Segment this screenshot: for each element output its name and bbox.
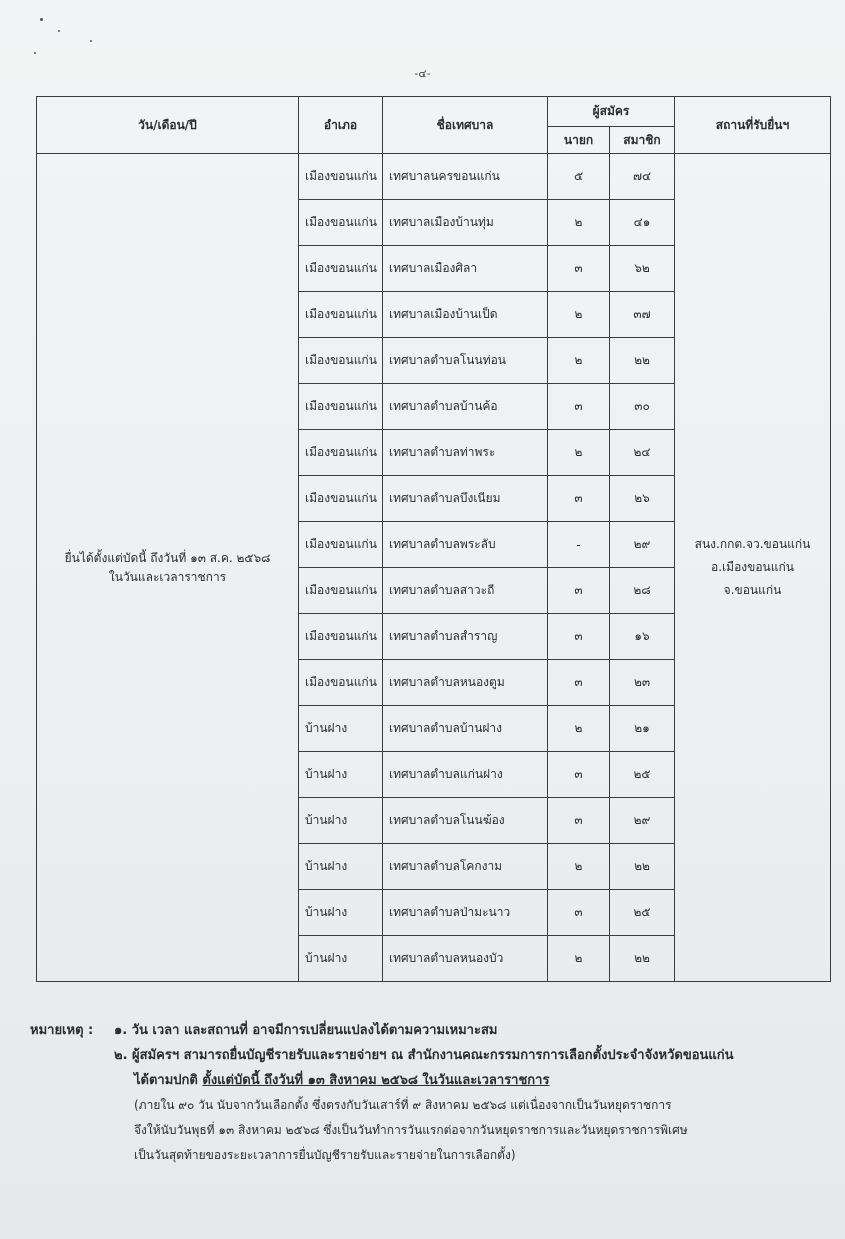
place-line-2: อ.เมืองขอนแก่น — [711, 560, 794, 574]
candidate-table — [36, 96, 831, 982]
remark-note-line-2: จึงให้นับวันพุธที่ ๑๓ สิงหาคม ๒๕๖๘ ซึ่งเป็นวันทำการวันแรกต่อจากวันหยุดราชการและวันหยุดราชการพิเศษ — [134, 1123, 688, 1137]
municipality-cell: เทศบาลนครขอนแก่น — [383, 154, 548, 200]
place-cell — [675, 154, 831, 982]
district-cell: เมืองขอนแก่น — [299, 522, 383, 568]
mayor-count-cell: ๒ — [548, 936, 610, 982]
remark-item-1-row — [30, 1018, 830, 1043]
member-count-cell: ๒๕ — [610, 890, 675, 936]
mayor-count-cell: ๓ — [548, 384, 610, 430]
mayor-count-cell: ๓ — [548, 246, 610, 292]
member-count-cell: ๒๙ — [610, 522, 675, 568]
municipality-cell: เทศบาลตำบลป่ามะนาว — [383, 890, 548, 936]
member-count-cell: ๓๗ — [610, 292, 675, 338]
district-cell: เมืองขอนแก่น — [299, 660, 383, 706]
mayor-count-cell: ๒ — [548, 844, 610, 890]
district-cell: เมืองขอนแก่น — [299, 614, 383, 660]
member-count-cell: ๓๐ — [610, 384, 675, 430]
place-line-1: สนง.กกต.จว.ขอนแก่น — [694, 537, 811, 551]
district-cell: เมืองขอนแก่น — [299, 476, 383, 522]
header-member: สมาชิก — [610, 127, 675, 154]
remarks-label: หมายเหตุ : — [30, 1023, 94, 1038]
municipality-cell: เทศบาลตำบลหนองบัว — [383, 936, 548, 982]
place-line-3: จ.ขอนแก่น — [723, 583, 782, 597]
member-count-cell: ๒๙ — [610, 798, 675, 844]
date-line-1: ยื่นได้ตั้งแต่บัดนี้ ถึงวันที่ ๑๓ ส.ค. ๒๕๖๘ — [64, 550, 271, 565]
remarks-section — [30, 1018, 830, 1168]
remark-item-1: ๑. วัน เวลา และสถานที่ อาจมีการเปลี่ยนแปลงได้ตามความเหมาะสม — [114, 1023, 498, 1038]
remark-item-2-plain: ได้ตามปกติ — [134, 1073, 203, 1088]
mayor-count-cell: - — [548, 522, 610, 568]
remark-item-2-deadline: ตั้งแต่บัดนี้ ถึงวันที่ ๑๓ สิงหาคม ๒๕๖๘ ในวันและเวลาราชการ — [202, 1073, 550, 1088]
district-cell: บ้านฝาง — [299, 844, 383, 890]
member-count-cell: ๒๑ — [610, 706, 675, 752]
page-number: -๔- — [414, 67, 431, 80]
remark-item-2-line-2 — [30, 1068, 830, 1093]
mayor-count-cell: ๕ — [548, 154, 610, 200]
municipality-cell: เทศบาลตำบลสำราญ — [383, 614, 548, 660]
municipality-cell: เทศบาลเมืองศิลา — [383, 246, 548, 292]
municipality-cell: เทศบาลตำบลโนนฆ้อง — [383, 798, 548, 844]
date-line-2: ในวันและเวลาราชการ — [108, 569, 227, 584]
municipality-cell: เทศบาลตำบลสาวะถี — [383, 568, 548, 614]
paper-speck — [58, 30, 60, 32]
mayor-count-cell: ๓ — [548, 890, 610, 936]
mayor-count-cell: ๓ — [548, 798, 610, 844]
municipality-cell: เทศบาลตำบลโคกงาม — [383, 844, 548, 890]
member-count-cell: ๒๒ — [610, 936, 675, 982]
municipality-cell: เทศบาลตำบลบ้านค้อ — [383, 384, 548, 430]
header-date: วัน/เดือน/ปี — [37, 97, 299, 154]
district-cell: เมืองขอนแก่น — [299, 154, 383, 200]
mayor-count-cell: ๓ — [548, 752, 610, 798]
member-count-cell: ๒๕ — [610, 752, 675, 798]
header-district: อำเภอ — [299, 97, 383, 154]
district-cell: เมืองขอนแก่น — [299, 292, 383, 338]
district-cell: เมืองขอนแก่น — [299, 338, 383, 384]
mayor-count-cell: ๓ — [548, 568, 610, 614]
member-count-cell: ๒๓ — [610, 660, 675, 706]
mayor-count-cell: ๓ — [548, 476, 610, 522]
paper-speck — [40, 18, 43, 21]
municipality-cell: เทศบาลตำบลพระลับ — [383, 522, 548, 568]
header-municipality: ชื่อเทศบาล — [383, 97, 548, 154]
district-cell: บ้านฝาง — [299, 936, 383, 982]
district-cell: เมืองขอนแก่น — [299, 568, 383, 614]
header-applicants: ผู้สมัคร — [548, 97, 675, 127]
member-count-cell: ๑๖ — [610, 614, 675, 660]
date-cell — [37, 154, 299, 982]
remark-item-2-line-1: ๒. ผู้สมัครฯ สามารถยื่นบัญชีรายรับและรายจ่ายฯ ณ สำนักงานคณะกรรมการการเลือกตั้งประจำจังหวัดขอนแก่น — [114, 1048, 734, 1063]
member-count-cell: ๒๒ — [610, 844, 675, 890]
municipality-cell: เทศบาลตำบลท่าพระ — [383, 430, 548, 476]
member-count-cell: ๗๔ — [610, 154, 675, 200]
member-count-cell: ๖๒ — [610, 246, 675, 292]
header-mayor: นายก — [548, 127, 610, 154]
district-cell: บ้านฝาง — [299, 706, 383, 752]
mayor-count-cell: ๒ — [548, 338, 610, 384]
district-cell: เมืองขอนแก่น — [299, 430, 383, 476]
municipality-cell: เทศบาลเมืองบ้านเป็ด — [383, 292, 548, 338]
member-count-cell: ๔๑ — [610, 200, 675, 246]
mayor-count-cell: ๓ — [548, 660, 610, 706]
municipality-cell: เทศบาลเมืองบ้านทุ่ม — [383, 200, 548, 246]
municipality-cell: เทศบาลตำบลโนนท่อน — [383, 338, 548, 384]
municipality-cell: เทศบาลตำบลบ้านฝาง — [383, 706, 548, 752]
district-cell: บ้านฝาง — [299, 798, 383, 844]
district-cell: บ้านฝาง — [299, 890, 383, 936]
mayor-count-cell: ๓ — [548, 614, 610, 660]
district-cell: เมืองขอนแก่น — [299, 200, 383, 246]
mayor-count-cell: ๒ — [548, 430, 610, 476]
member-count-cell: ๒๒ — [610, 338, 675, 384]
municipality-cell: เทศบาลตำบลหนองตูม — [383, 660, 548, 706]
remark-note-line-3: เป็นวันสุดท้ายของระยะเวลาการยื่นบัญชีรายรับและรายจ่ายในการเลือกตั้ง) — [134, 1148, 516, 1162]
district-cell: เมืองขอนแก่น — [299, 246, 383, 292]
member-count-cell: ๒๖ — [610, 476, 675, 522]
district-cell: บ้านฝาง — [299, 752, 383, 798]
district-cell: เมืองขอนแก่น — [299, 384, 383, 430]
mayor-count-cell: ๒ — [548, 706, 610, 752]
paper-speck — [34, 52, 36, 54]
remark-note-line-1: (ภายใน ๙๐ วัน นับจากวันเลือกตั้ง ซึ่งตรงกับวันเสาร์ที่ ๙ สิงหาคม ๒๕๖๘ แต่เนื่องจากเป็นวันหยุดราชการ — [134, 1098, 672, 1112]
member-count-cell: ๒๔ — [610, 430, 675, 476]
header-place: สถานที่รับยื่นฯ — [675, 97, 831, 154]
paper-speck — [90, 40, 92, 42]
member-count-cell: ๒๘ — [610, 568, 675, 614]
municipality-cell: เทศบาลตำบลบึงเนียม — [383, 476, 548, 522]
mayor-count-cell: ๒ — [548, 292, 610, 338]
mayor-count-cell: ๒ — [548, 200, 610, 246]
municipality-cell: เทศบาลตำบลแก่นฝาง — [383, 752, 548, 798]
